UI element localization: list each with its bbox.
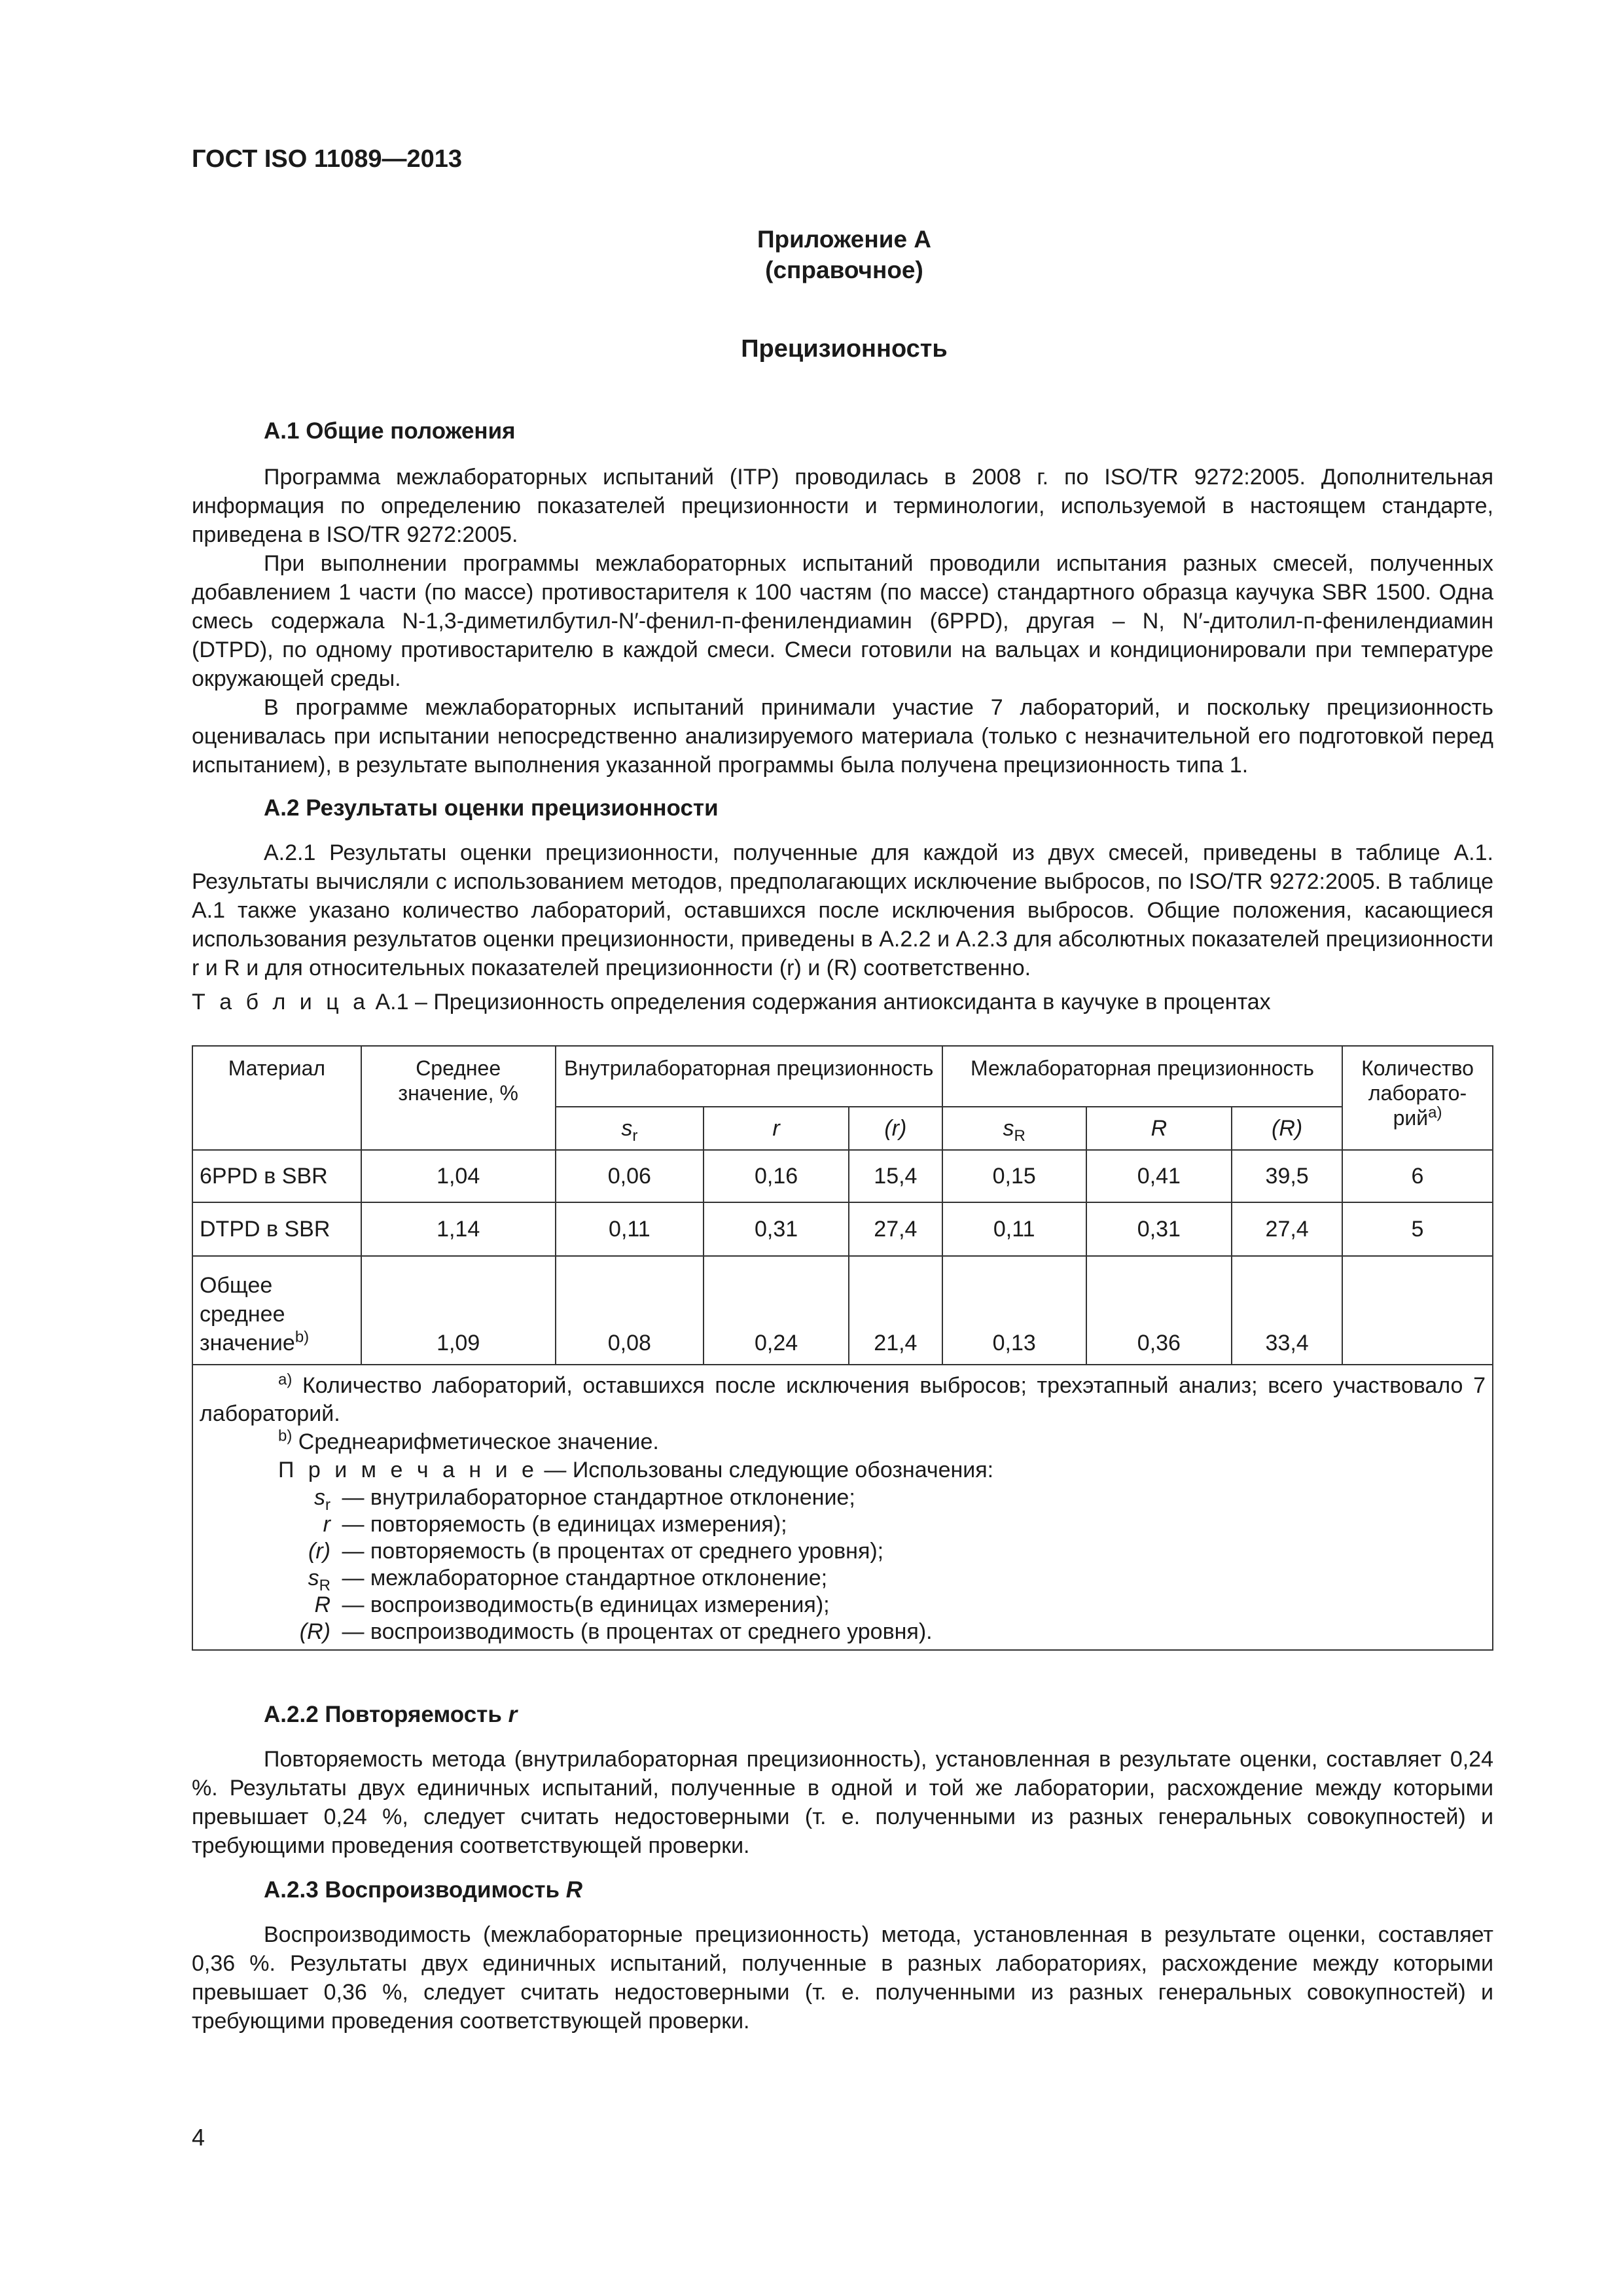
definition-symbol: (r) xyxy=(308,1539,330,1564)
definition-text: — повторяемость (в процентах от среднего уровня); xyxy=(336,1539,884,1564)
section-a1 xyxy=(192,417,1493,1016)
material-line: значение xyxy=(200,1331,295,1355)
section-heading xyxy=(192,1700,1493,1729)
table-row xyxy=(192,1150,1493,1202)
definition-symbol: s xyxy=(314,1485,325,1510)
definition-row xyxy=(200,1565,1486,1592)
header-r-percent xyxy=(849,1107,942,1150)
standard-header: ГОСТ ISO 11089—2013 xyxy=(192,145,462,173)
paragraph: В программе межлабораторных испытаний принимали участие 7 лабораторий, и поскольку прецизионность оценивалась при испытании непосредственно анализируемого материала (только с незначительной его подготовкой перед испытанием), в результате выполнения указанной программы была получена прецизионность типа 1. xyxy=(192,695,1493,778)
header-r xyxy=(704,1107,849,1150)
cell-R-percent: 33,4 xyxy=(1232,1256,1342,1365)
symbol-sub: r xyxy=(632,1126,638,1145)
symbol-r-percent: (r) xyxy=(884,1115,907,1141)
definition-text: — повторяемость (в единицах измерения); xyxy=(336,1512,787,1537)
definition-symbol: (R) xyxy=(299,1619,330,1644)
header-material: Материал xyxy=(192,1046,361,1150)
header-R-percent xyxy=(1232,1107,1342,1150)
symbol-s: s xyxy=(621,1115,633,1141)
paragraph: Повторяемость метода (внутрилабораторная прецизионность), установленная в результате оценки, составляет 0,24 %. Результаты двух единичных испытаний, полученные в одной и той же лаборатории, расхождение между которыми превышает 0,24 %, следует считать недостоверными (т. е. полученными из разных генеральных совокупностей) и требующими проведения соответствующей проверки. xyxy=(192,1747,1493,1858)
table-caption xyxy=(192,988,1493,1016)
cell-material: DTPD в SBR xyxy=(192,1202,361,1256)
cell-lab-count: 6 xyxy=(1342,1150,1493,1202)
material-line: среднее xyxy=(200,1302,285,1327)
cell-sr: 0,11 xyxy=(556,1202,704,1256)
header-sr xyxy=(556,1107,704,1150)
definition-row xyxy=(200,1538,1486,1565)
paragraph: При выполнении программы межлабораторных испытаний проводили испытания разных смесей, полученных добавлением 1 части (по массе) противостарителя к 100 частям (по массе) стандартного образца каучука SBR 1500. Одна смесь содержала N-1,3-диметилбутил-N′-фенил-п-фенилендиамин (6PPD), другая – N, N′-дитолил-п-фенилендиамин (DTPD), по одному противостарителю в каждой смеси. Смеси готовили на вальцах и кондиционировали при температуре окружающей среды. xyxy=(192,551,1493,691)
header-between-lab: Межлабораторная прецизионность xyxy=(942,1046,1342,1107)
table-notes xyxy=(192,1365,1493,1650)
appendix-type: (справочное) xyxy=(765,257,923,283)
cell-material: 6PPD в SBR xyxy=(192,1150,361,1202)
cell-sR: 0,11 xyxy=(942,1202,1086,1256)
table-caption-text: А.1 – Прецизионность определения содержания антиоксиданта в каучуке в процентах xyxy=(369,990,1271,1014)
cell-r-percent: 27,4 xyxy=(849,1202,942,1256)
footnote-mark: b) xyxy=(278,1427,293,1445)
cell-r: 0,24 xyxy=(704,1256,849,1365)
definition-text: — воспроизводимость(в единицах измерения); xyxy=(336,1592,830,1617)
paragraph: А.2.1 Результаты оценки прецизионности, полученные для каждой из двух смесей, приведены в таблице А.1. Результаты вычисляли с использованием методов, предполагающих исключение выбросов, по ISO/TR 9272:2005. В таблице А.1 также указано количество лабораторий, оставшихся после исключения выбросов. Общие положения, касающиеся использования результатов оценки прецизионности, приведены в А.2.2 и А.2.3 для абсолютных показателей прецизионности r и R и для относительных показателей прецизионности (r) и (R) соответственно. xyxy=(192,840,1493,980)
footnote-mark: b) xyxy=(294,1328,310,1346)
cell-r-percent: 21,4 xyxy=(849,1256,942,1365)
section-heading xyxy=(192,1876,1493,1905)
cell-mean: 1,09 xyxy=(361,1256,556,1365)
cell-r: 0,16 xyxy=(704,1150,849,1202)
cell-R: 0,36 xyxy=(1086,1256,1232,1365)
definition-row xyxy=(200,1511,1486,1538)
cell-R-percent: 27,4 xyxy=(1232,1202,1342,1256)
definition-text: — межлабораторное стандартное отклонение; xyxy=(336,1566,828,1590)
table-row-average xyxy=(192,1256,1493,1365)
header-sR xyxy=(942,1107,1086,1150)
table-row xyxy=(192,1202,1493,1256)
footnote-text: Количество лабораторий, оставшихся после исключения выбросов; трехэтапный анализ; всего участвовало 7 лабораторий. xyxy=(200,1373,1486,1426)
symbol-sub: R xyxy=(1014,1126,1026,1145)
note-word: П р и м е ч а н и е xyxy=(278,1458,538,1482)
cell-lab-count: 5 xyxy=(1342,1202,1493,1256)
section-heading-symbol: R xyxy=(565,1877,583,1903)
cell-R-percent: 39,5 xyxy=(1232,1150,1342,1202)
symbol-s: s xyxy=(1003,1115,1014,1141)
definition-symbol: r xyxy=(323,1512,330,1537)
note xyxy=(200,1456,1486,1484)
section-heading-text: А.2.2 Повторяемость xyxy=(264,1702,508,1727)
note-text: — Использованы следующие обозначения: xyxy=(537,1458,994,1482)
footnote-mark: a) xyxy=(1428,1103,1442,1122)
footnote-text: Среднеарифметическое значение. xyxy=(292,1429,659,1454)
appendix-title: Приложение А xyxy=(757,226,932,253)
cell-sR: 0,13 xyxy=(942,1256,1086,1365)
section-heading-symbol: r xyxy=(508,1702,518,1727)
definition-symbol: R xyxy=(314,1592,330,1617)
page-number: 4 xyxy=(192,2124,205,2151)
footnote-mark: a) xyxy=(278,1371,293,1389)
definition-text: — воспроизводимость (в процентах от среднего уровня). xyxy=(336,1619,933,1644)
cell-r: 0,31 xyxy=(704,1202,849,1256)
cell-R: 0,41 xyxy=(1086,1150,1232,1202)
definition-row xyxy=(200,1592,1486,1619)
header-R xyxy=(1086,1107,1232,1150)
symbol-R: R xyxy=(1150,1115,1168,1141)
cell-sr: 0,08 xyxy=(556,1256,704,1365)
table-caption-word: Т а б л и ц а xyxy=(192,990,370,1014)
symbol-r: r xyxy=(772,1115,780,1141)
cell-mean: 1,14 xyxy=(361,1202,556,1256)
appendix-heading: Прецизионность xyxy=(741,335,948,363)
definition-text: — внутрилабораторное стандартное отклонение; xyxy=(336,1485,855,1510)
material-line: Общее xyxy=(200,1273,273,1298)
symbol-R-percent: (R) xyxy=(1272,1115,1303,1141)
paragraph: Программа межлабораторных испытаний (ITP) проводилась в 2008 г. по ISO/TR 9272:2005. Дополнительная информация по определению показателей прецизионности и терминологии, используемой в настоящем стандарте, приведена в ISO/TR 9272:2005. xyxy=(192,465,1493,547)
header-mean: Среднее значение, % xyxy=(361,1046,556,1150)
section-heading-text: А.2.3 Воспроизводимость xyxy=(264,1877,566,1903)
paragraph: Воспроизводимость (межлабораторные прецизионность) метода, установленная в результате оценки, составляет 0,36 %. Результаты двух единичных испытаний, полученные в разных лабораториях, расхождение между которыми превышает 0,36 %, следует считать недостоверными (т. е. полученными из разных генеральных совокупностей) и требующими проведения соответствующей проверки. xyxy=(192,1922,1493,2034)
cell-mean: 1,04 xyxy=(361,1150,556,1202)
section-a22 xyxy=(192,1700,1493,2036)
section-heading: А.1 Общие положения xyxy=(264,418,516,444)
footnote-b xyxy=(200,1428,1486,1456)
precision-table xyxy=(192,1045,1493,1651)
cell-r-percent: 15,4 xyxy=(849,1150,942,1202)
section-heading: А.2 Результаты оценки прецизионности xyxy=(264,795,719,821)
definition-symbol-sub: R xyxy=(319,1576,330,1594)
definition-row xyxy=(200,1619,1486,1645)
cell-sR: 0,15 xyxy=(942,1150,1086,1202)
definition-symbol: s xyxy=(308,1566,319,1590)
header-lab-count xyxy=(1342,1046,1493,1150)
definition-row xyxy=(200,1484,1486,1514)
cell-sr: 0,06 xyxy=(556,1150,704,1202)
cell-material xyxy=(192,1256,361,1365)
header-within-lab: Внутрилабораторная прецизионность xyxy=(556,1046,942,1107)
cell-lab-count xyxy=(1342,1256,1493,1365)
header-lab-count-text: Количество лаборато-рий xyxy=(1361,1056,1474,1130)
cell-R: 0,31 xyxy=(1086,1202,1232,1256)
footnote-a xyxy=(200,1372,1486,1428)
definition-symbol-sub: r xyxy=(325,1496,330,1514)
